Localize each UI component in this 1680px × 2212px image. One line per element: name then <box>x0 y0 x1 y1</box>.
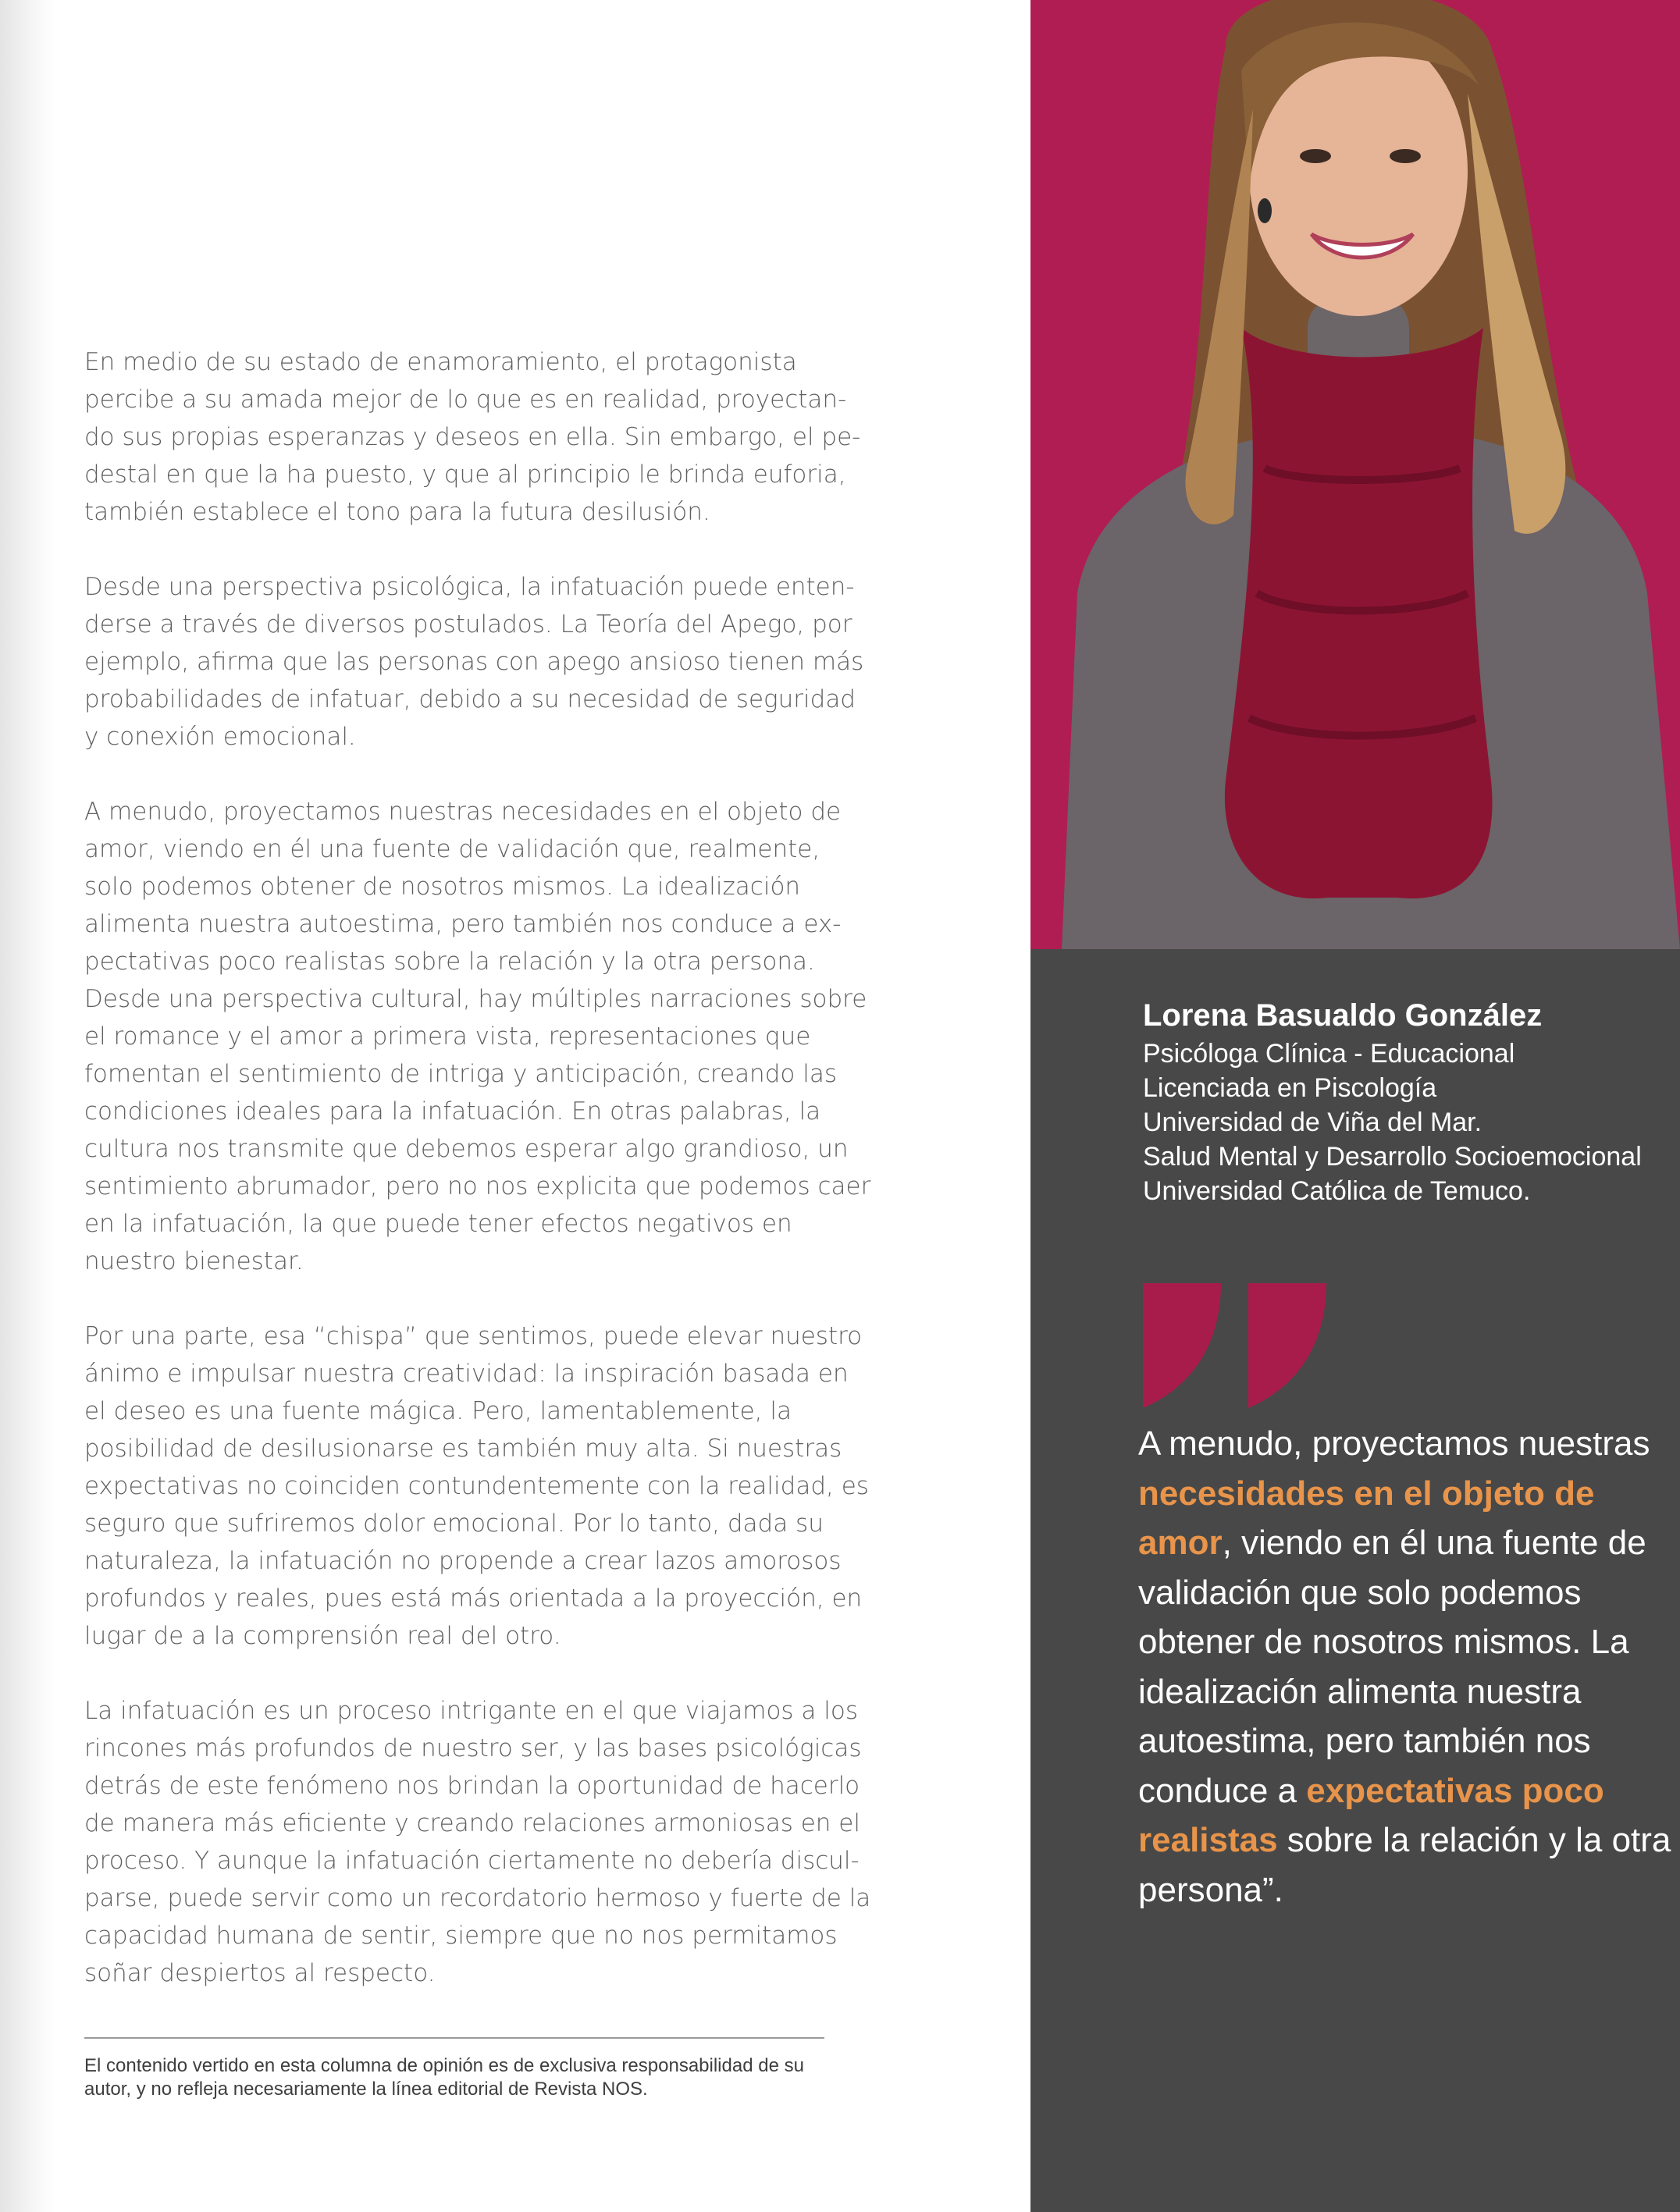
editorial-disclaimer: El contenido vertido en esta columna de opinión es de exclusiva responsabilidad de su autor, y no refleja necesariamente la línea editorial de Revista NOS. <box>84 2055 804 2100</box>
author-credential: Psicóloga Clínica - Educacional <box>1143 1039 1515 1069</box>
author-credential: Universidad de Viña del Mar. <box>1143 1108 1482 1137</box>
author-credits <box>1143 996 1674 1208</box>
pull-quote-text: A menudo, proyectamos nuestras <box>1138 1424 1650 1463</box>
article-paragraph-1: En medio de su estado de enamoramiento, el protagonista percibe a su amada mejor de lo que es en realidad, proyectan-do sus propias esperanzas y deseos en ella. Sin embargo, el pe-destal en que la ha puesto, y que al principio le brinda euforia, también establece el tono para la futura desilusión. <box>84 348 861 526</box>
pull-quote-highlight: expectativas poco realistas <box>1138 1771 1604 1859</box>
footnote-divider <box>84 2037 824 2039</box>
article-paragraph-3: A menudo, proyectamos nuestras necesidades en el objeto de amor, viendo en él una fuente de validación que, realmente, solo podemos obtener de nosotros mismos. La idealización alimenta nuestra autoestima, pero también nos conduce a ex-pectativas poco realistas sobre la relación y la otra persona. Desde una perspectiva cultural, hay múltiples narraciones sobre el romance y el amor a primera vista, representaciones que fomentan el sentimiento de intriga y anticipación, creando las condiciones ideales para la infatuación. En otras palabras, la cultura nos transmite que debemos esperar algo grandioso, un sentimiento abrumador, pero no nos explicita que podemos caer en la infatuación, la que puede tener efectos negativos en nuestro bienestar. <box>84 798 871 1275</box>
author-portrait-illustration <box>1030 0 1680 949</box>
article-paragraph-4: Por una parte, esa “chispa” que sentimos, puede elevar nuestro ánimo e impulsar nuestra creatividad: la inspiración basada en el deseo es una fuente mágica. Pero, lamentablemente, la posibilidad de desilusionarse es también muy alta. Si nuestras expectativas no coinciden contundentemente con la realidad, es seguro que sufriremos dolor emocional. Por lo tanto, dada su naturaleza, la infatuación no propende a crear lazos amorosos profundos y reales, pues está más orientada a la proyección, en lugar de a la comprensión real del otro. <box>84 1322 869 1650</box>
article-paragraph-2: Desde una perspectiva psicológica, la infatuación puede enten-derse a través de diversos postulados. La Teoría del Apego, por ejemplo, afirma que las personas con apego ansioso tienen más probabilidades de infatuar, debido a su necesidad de seguridad y conexión emocional. <box>84 573 864 751</box>
author-credential: Salud Mental y Desarrollo Socioemocional <box>1143 1142 1642 1172</box>
author-credential: Universidad Católica de Temuco. <box>1143 1176 1531 1206</box>
quote-mark-icon <box>1143 1283 1330 1411</box>
author-name: Lorena Basualdo González <box>1143 998 1543 1033</box>
author-credential: Licenciada en Piscología <box>1143 1073 1437 1103</box>
article-paragraph-5: La infatuación es un proceso intrigante en el que viajamos a los rincones más profundos de nuestro ser, y las bases psicológicas detrás de este fenómeno nos brindan la oportunidad de hacerlo de manera más eficiente y creando relaciones armoniosas en el proceso. Y aunque la infatuación ciertamente no debería discul-parse, puede servir como un recordatorio hermoso y fuerte de la capacidad humana de sentir, siempre que no nos permitamos soñar despiertos al respecto. <box>84 1697 871 1987</box>
author-sidebar <box>1030 0 1680 2212</box>
pull-quote-text: , viendo en él una fuente de validación que solo podemos obtener de nosotros mismos. La idealización alimenta nuestra autoestima, pero también nos conduce a <box>1138 1524 1646 1810</box>
pull-quote-highlight: necesidades en el objeto de amor <box>1138 1474 1595 1562</box>
author-photo <box>1030 0 1680 949</box>
page-gutter-shadow <box>0 0 55 2212</box>
pull-quote <box>1138 1419 1677 1915</box>
article-body <box>84 343 873 2029</box>
pull-quote-text: sobre la relación y la otra persona”. <box>1138 1821 1671 1909</box>
